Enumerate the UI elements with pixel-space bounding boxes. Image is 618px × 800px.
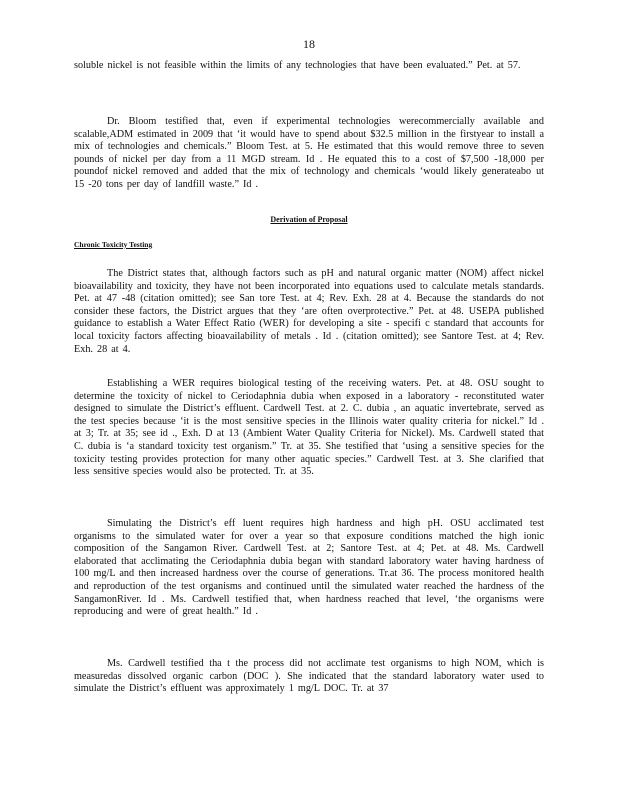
paragraph-5: Simulating the District’s eff luent requires high hardness and high pH. OSU acclimated test organisms to the simulated water for over a year so that exposure conditions matched the high ionic composition of the Sangamon River. Cardwell Test. at 2; Santore Test. at 4; Pet. at 48. Ms. Cardwell elaborated that acclimating the Ceriodaphnia dubia began with standard laboratory water having hardness of 100 mg/L and then increased hardness over the course of generations. Tr.at 36. The process monitored health and reproduction of the test organisms and continued until the simulated water reached the hardness of the SangamonRiver. Id . Ms. Cardwell testified that, when hardness reached that level, ‘the organisms were reproducing and were of great health.” Id . bbox=[74, 518, 544, 618]
paragraph-1: soluble nickel is not feasible within the limits of any technologies that have been evaluated.” Pet. at 57. bbox=[74, 60, 521, 71]
paragraph-2: Dr. Bloom testified that, even if experimental technologies werecommercially available and scalable,ADM estimated in 2009 that ‘it would have to spend about $32.5 million in the firstyear to install a mix of technologies and chemicals.” Bloom Test. at 5. He estimated that this would remove three to seven pounds of nickel per day from a 11 MGD stream. Id . He equated this to a cost of $7,500 -18,000 per poundof nickel removed and added that the mix of technology and chemicals ‘would likely generateabo ut 15 -20 tons per day of landfill waste.” Id . bbox=[74, 116, 544, 190]
subsection-heading: Chronic Toxicity Testing bbox=[74, 240, 153, 249]
page-number: 18 bbox=[303, 37, 315, 51]
paragraph-6: Ms. Cardwell testified tha t the process did not acclimate test organisms to high NOM, which is measuredas dissolved organic carbon (DOC ). She indicated that the standard laboratory water used to simulate the District’s effluent was approximately 1 mg/L DOC. Tr. at 37 bbox=[74, 658, 544, 695]
paragraph-4: Establishing a WER requires biological testing of the receiving waters. Pet. at 48. OSU sought to determine the toxicity of nickel to Ceriodaphnia dubia when exposed in a laboratory - reconstituted water designed to simulate the District’s effluent. Cardwell Test. at 2. C. dubia , an aquatic invertebrate, served as the test species because ‘it is the most sensitive species in the Illinois water quality criteria for nickel.” Id . at 3; Tr. at 35; see id ., Exh. D at 13 (Ambient Water Quality Criteria for Nickel). Ms. Cardwell stated that C. dubia is ‘a standard toxicity test organism.” Tr. at 35. She testified that ‘using a sensitive species for the toxicity testing provides protection for many other aquatic species.” Cardwell Test. at 3. She clarified that less sensitive species would also be protected. Tr. at 35. bbox=[74, 378, 544, 478]
section-heading: Derivation of Proposal bbox=[270, 215, 348, 224]
paragraph-3: The District states that, although factors such as pH and natural organic matter (NOM) affect nickel bioavailability and toxicity, they have not been incorporated into equations used to calculate metals standards. Pet. at 47 -48 (citation omitted); see San tore Test. at 4; Rev. Exh. 28 at 4. Because the standards do not consider these factors, the District argues that they ‘are often overprotective.” Pet. at 48. USEPA published guidance to establish a Water Effect Ratio (WER) for developing a site - specifi c standard that accounts for local toxicity factors affecting bioavailability of metals . Id . (citation omitted); see Santore Test. at 4; Rev. Exh. 28 at 4. bbox=[74, 268, 544, 355]
